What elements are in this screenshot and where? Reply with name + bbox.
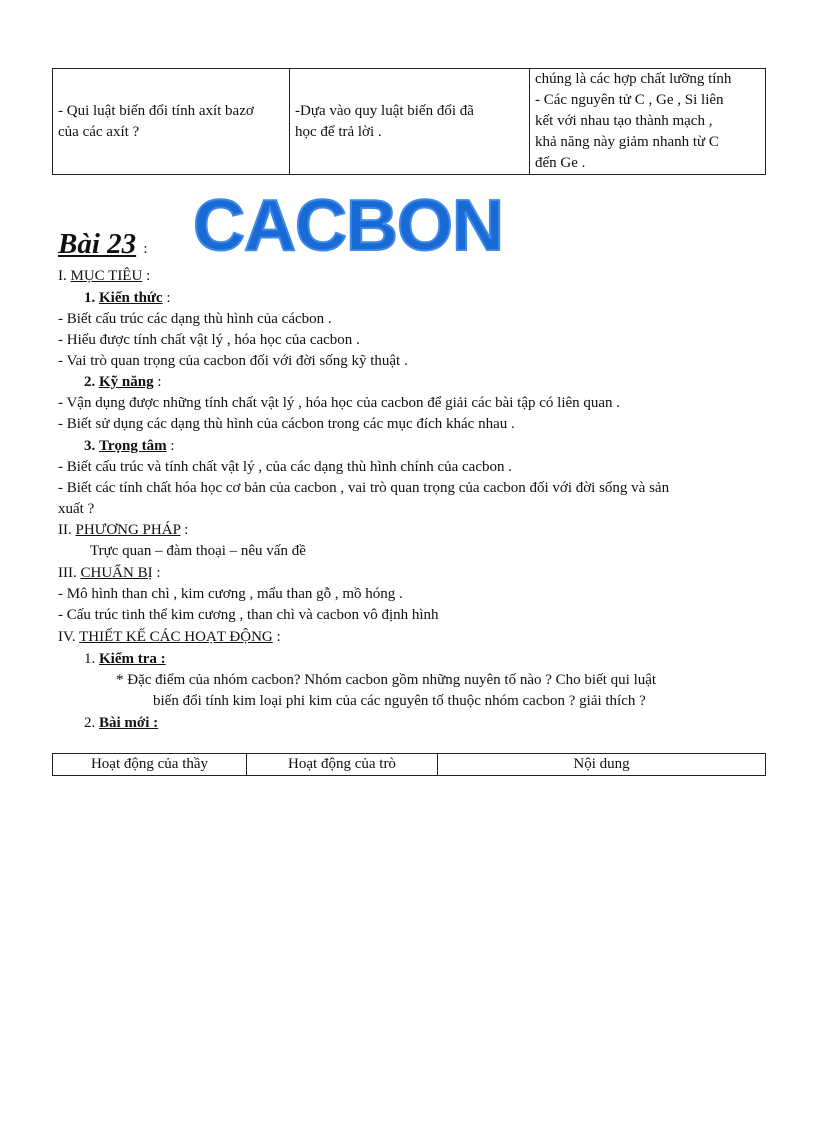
colon: : — [180, 522, 189, 538]
list-item: - Biết sử dụng các dạng thù hình của cácbon trong các mục đích khác nhau . — [58, 416, 515, 432]
question-line: biến đổi tính kim loại phi kim của các nguyên tố thuộc nhóm cacbon ? giải thích ? — [153, 693, 646, 709]
cell-line: - Các nguyên tử C , Ge , Si liên — [535, 92, 724, 108]
cacbon-wordart-logo: CACBON — [193, 186, 503, 266]
colon: : — [142, 268, 151, 284]
list-item: - Hiểu được tính chất vật lý , hóa học của cacbon . — [58, 332, 360, 348]
cell-line: kết với nhau tạo thành mạch , — [535, 113, 713, 129]
lesson-colon: : — [143, 241, 148, 257]
title: CHUẨN BỊ — [80, 565, 153, 581]
num: 1. — [84, 651, 96, 667]
section-2-heading — [58, 521, 188, 539]
top-table-cell-student — [290, 69, 530, 175]
cell-line: học để trả lời . — [295, 123, 382, 140]
top-table-cell-teacher — [53, 69, 290, 175]
cell-line: đến Ge . — [535, 155, 586, 171]
title: MỤC TIÊU — [70, 268, 143, 284]
header-teacher: Hoạt động của thầy — [53, 754, 247, 776]
cell-line: của các axít ? — [58, 123, 140, 140]
subsection-knowledge — [84, 289, 171, 307]
method-text: Trực quan – đàm thoại – nêu vấn đề — [90, 543, 306, 559]
num: IV. — [58, 629, 76, 645]
list-item: - Cấu trúc tinh thể kim cương , than chì và cacbon vô định hình — [58, 607, 439, 623]
subsection-focus — [84, 437, 175, 455]
num: III. — [58, 565, 77, 581]
list-item: - Vận dụng được những tính chất vật lý , hóa học của cacbon để giải các bài tập có liên quan . — [58, 395, 621, 411]
colon: : — [152, 565, 161, 581]
title: Trọng tâm — [99, 438, 167, 454]
cell-line: - Qui luật biến đổi tính axít bazơ — [58, 102, 254, 119]
num: I. — [58, 268, 67, 284]
title: Kiến thức — [99, 290, 163, 306]
header-student: Hoạt động của trò — [247, 754, 438, 776]
lesson-label: Bài 23 — [58, 228, 137, 260]
colon: : — [272, 629, 281, 645]
list-item: - Biết cấu trúc và tính chất vật lý , của các dạng thù hình chính của cacbon . — [58, 459, 512, 475]
list-item: - Biết cấu trúc các dạng thù hình của cácbon . — [58, 311, 332, 327]
cell-line: chúng là các hợp chất lưỡng tính — [535, 71, 732, 87]
title: Kỹ năng — [99, 374, 154, 390]
title: Kiểm tra : — [99, 651, 166, 667]
list-item: - Biết các tính chất hóa học cơ bản của cacbon , vai trò quan trọng của cacbon đối với đời sống và sản — [58, 480, 670, 496]
section-1-heading — [58, 267, 150, 285]
top-table — [52, 68, 766, 175]
section-4-heading — [58, 628, 281, 646]
title: Bài mới : — [99, 715, 159, 731]
header-content: Nội dung — [438, 754, 766, 776]
subsection-skills — [84, 373, 162, 391]
list-item: xuất ? — [58, 501, 95, 517]
list-item: - Mô hình than chì , kim cương , mẩu than gỗ , mồ hóng . — [58, 586, 403, 602]
num: 2. — [84, 374, 96, 390]
cell-line: khả năng này giảm nhanh từ C — [535, 134, 719, 150]
question-line: * Đặc điểm của nhóm cacbon? Nhóm cacbon gồm những nuyên tố nào ? Cho biết qui luật — [116, 672, 657, 688]
num: 2. — [84, 715, 96, 731]
colon: : — [162, 290, 171, 306]
subsection-check — [84, 650, 166, 668]
title: PHƯƠNG PHÁP — [75, 522, 181, 538]
title: THIẾT KẾ CÁC HOẠT ĐỘNG — [79, 629, 273, 645]
colon: : — [166, 438, 175, 454]
section-3-heading — [58, 564, 161, 582]
cell-line: -Dựa vào quy luật biến đổi đã — [295, 102, 474, 119]
top-table-cell-content — [530, 69, 766, 175]
colon: : — [153, 374, 162, 390]
lesson-number — [58, 228, 148, 265]
list-item: - Vai trò quan trọng của cacbon đối với đời sống kỹ thuật . — [58, 353, 408, 369]
activities-table — [52, 753, 766, 776]
num: II. — [58, 522, 72, 538]
num: 1. — [84, 290, 96, 306]
subsection-new-lesson — [84, 714, 158, 732]
num: 3. — [84, 438, 96, 454]
